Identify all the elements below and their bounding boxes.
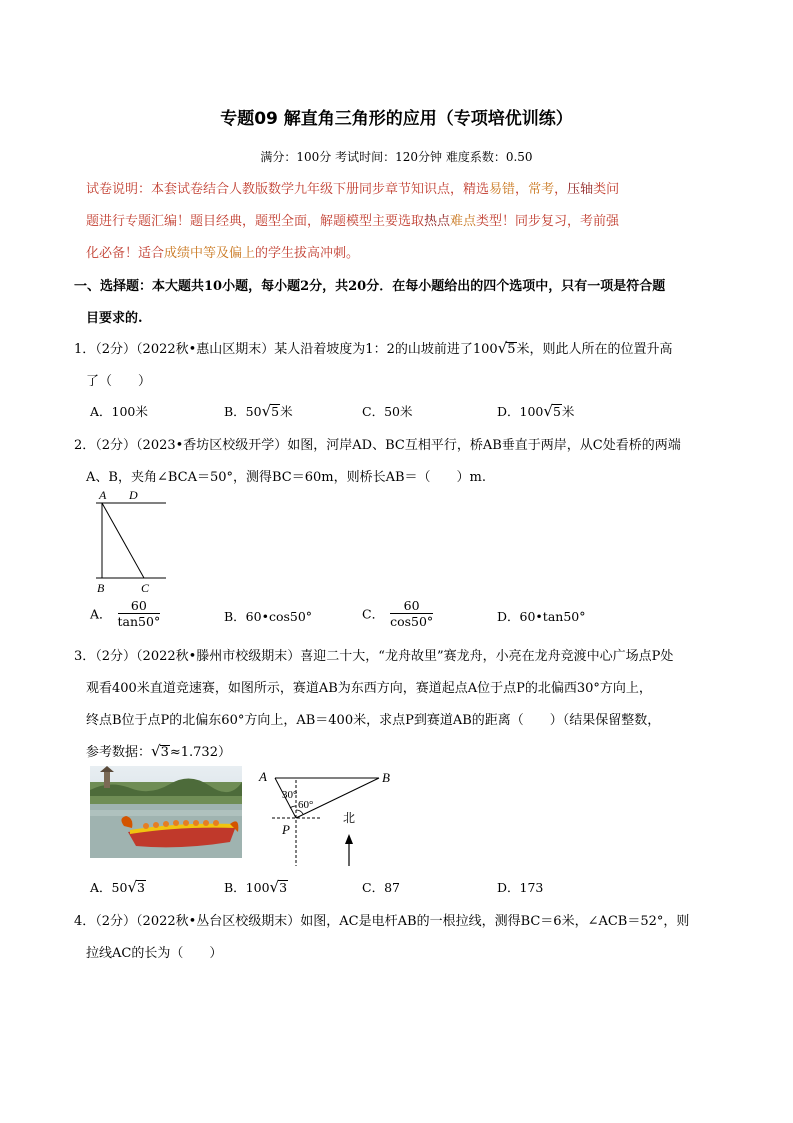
label-b: B (97, 581, 105, 595)
question-1-line-1: 1．（2分）（2022秋•惠山区期末）某人沿着坡度为1：2的山坡前进了100√5米，则此人所在的位置升高 (74, 339, 673, 357)
question-2-line-2: A、B，夹角∠BCA＝50°，测得BC＝60m，则桥长AB＝（ ）m. (86, 470, 487, 485)
q2-bridge-figure (86, 488, 176, 596)
label-b: B (382, 770, 390, 785)
label-c: C (141, 581, 150, 595)
q2-option-d[interactable]: D．60•tan50° (497, 609, 586, 624)
question-1-line-2: 了（ ） (86, 374, 152, 389)
question-3-line-1: 3．（2分）（2022秋•滕州市校级期末）喜迎二十大，“龙舟故里”赛龙舟，小亮在龙舟竞渡中心广场点P处 (74, 649, 674, 664)
question-4-line-2: 拉线AC的长为（ ） (86, 946, 223, 961)
section-heading-line-1: 一、选择题：本大题共10小题，每小题2分，共20分．在每小题给出的四个选项中，只有一项是符合题 (74, 279, 666, 294)
angle-30: 30° (282, 789, 298, 801)
sightline-ca (102, 503, 144, 578)
north-arrow-head (345, 834, 353, 844)
fraction: $\frac{60}{\tan 50^\circ}$ (117, 598, 161, 629)
q3-option-c[interactable]: C．87 (362, 880, 400, 895)
question-4-line-1: 4．（2分）（2022秋•丛台区校级期末）如图，AC是电杆AB的一根拉线，测得BC＝6米，∠ACB＝52°，则 (74, 914, 690, 929)
q3-triangle-figure (254, 766, 394, 870)
line-pb (296, 778, 379, 818)
page-title: 专题09 解直角三角形的应用（专项培优训练） (220, 109, 573, 129)
q2-option-c[interactable]: C． $\frac{60}{\cos 50^\circ}$ (362, 598, 434, 629)
section-heading-line-2: 目要求的. (86, 311, 143, 326)
intro-label: 试卷说明 (86, 182, 139, 197)
intro-line-3: 化必备！适合成绩中等及偏上的学生拔高冲刺。 (86, 246, 360, 261)
q3-option-b[interactable]: B．100√3 (224, 878, 288, 896)
label-a: A (259, 769, 267, 784)
intro-line-1: 试卷说明：本套试卷结合人教版数学九年级下册同步章节知识点，精选易错，常考，压轴类问 (86, 182, 620, 197)
q3-option-d[interactable]: D．173 (497, 880, 544, 895)
q1-option-a[interactable]: A．100米 (90, 404, 148, 419)
label-a: A (99, 488, 107, 502)
north-label: 北 (343, 811, 356, 825)
exam-meta: 满分：100分 考试时间：120分钟 难度系数：0.50 (260, 150, 533, 164)
question-3-line-3: 终点B位于点P的北偏东60°方向上，AB＝400米，求点P到赛道AB的距离（ ）（结果保留整数， (86, 713, 661, 728)
question-2-line-1: 2．（2分）（2023•香坊区校级开学）如图，河岸AD、BC互相平行，桥AB垂直于两岸，从C处看桥的两端 (74, 438, 681, 453)
question-3-line-2: 观看400米直道竞速赛，如图所示，赛道AB为东西方向，赛道起点A位于点P的北偏西30°方向上， (86, 681, 652, 696)
q1-option-c[interactable]: C．50米 (362, 404, 413, 419)
fraction: $\frac{60}{\cos 50^\circ}$ (390, 598, 434, 629)
intro-line-2: 题进行专题汇编！题目经典，题型全面，解题模型主要选取热点难点类型！同步复习，考前强 (86, 214, 620, 229)
q2-option-b[interactable]: B．60•cos50° (224, 609, 313, 624)
q3-option-a[interactable]: A．50√3 (90, 878, 145, 896)
q2-option-a[interactable]: A． $\frac{60}{\tan 50^\circ}$ (90, 598, 161, 629)
angle-60: 60° (298, 799, 314, 811)
question-3-line-4: 参考数据：√3≈1.732） (86, 742, 231, 760)
dragon-boat-photo (90, 766, 242, 858)
q1-option-d[interactable]: D．100√5米 (497, 402, 575, 420)
label-d: D (129, 488, 138, 502)
label-p: P (282, 822, 290, 837)
q1-option-b[interactable]: B．50√5米 (224, 402, 293, 420)
